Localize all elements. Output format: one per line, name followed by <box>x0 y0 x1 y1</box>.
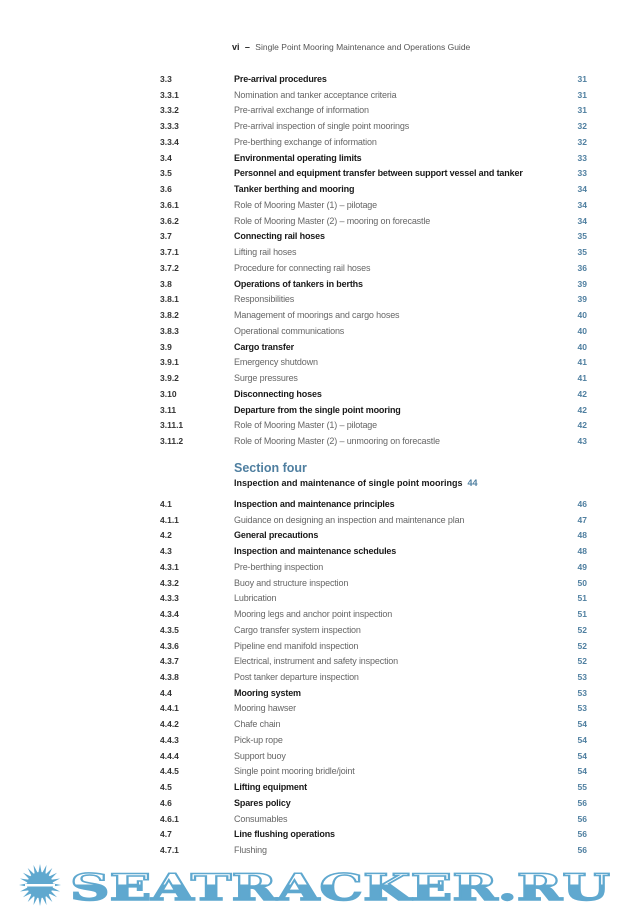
entry-title: Surge pressures <box>234 373 298 384</box>
entry-title: Electrical, instrument and safety inspection <box>234 656 398 667</box>
toc-entry[interactable] <box>0 214 641 229</box>
sun-ray <box>51 879 60 883</box>
entry-title: Role of Mooring Master (2) – mooring on forecastle <box>234 215 431 226</box>
entry-title: Role of Mooring Master (1) – pilotage <box>234 420 378 431</box>
sun-ray <box>46 868 53 876</box>
page-number: vi <box>232 42 240 52</box>
entry-number: 4.4.4 <box>160 750 179 761</box>
entry-number: 4.4.3 <box>160 734 179 745</box>
header-title: Single Point Mooring Maintenance and Operations Guide <box>255 42 471 52</box>
entry-number: 3.8 <box>160 278 172 289</box>
entry-title: Procedure for connecting rail hoses <box>234 262 371 273</box>
toc-entry[interactable] <box>0 701 641 716</box>
entry-page: 33 <box>577 152 587 163</box>
sun-ray <box>20 879 29 883</box>
toc-entry[interactable] <box>0 686 641 701</box>
entry-title: Flushing <box>234 845 267 856</box>
entry-title: Personnel and equipment transfer between support vessel and tanker <box>234 168 523 179</box>
toc-entry[interactable] <box>0 151 641 166</box>
entry-page: 36 <box>577 262 587 273</box>
entry-page: 31 <box>577 74 587 84</box>
toc-entry[interactable] <box>0 843 641 858</box>
sun-ray <box>20 887 29 891</box>
entry-page: 43 <box>577 436 587 447</box>
toc-entry[interactable] <box>0 591 641 606</box>
entry-title: Mooring system <box>234 687 301 698</box>
toc-entry[interactable] <box>0 434 641 449</box>
toc-entry[interactable] <box>0 198 641 213</box>
section-subtitle[interactable] <box>234 478 478 488</box>
toc-entry[interactable] <box>0 166 641 181</box>
entry-number: 4.1 <box>160 499 172 509</box>
entry-page: 55 <box>577 782 587 793</box>
entry-title: Pipeline end manifold inspection <box>234 640 359 651</box>
entry-title: Pre-arrival exchange of information <box>234 105 369 116</box>
toc-entry[interactable] <box>0 513 641 528</box>
sun-ray <box>38 897 41 906</box>
entry-number: 4.3.6 <box>160 640 179 651</box>
header-dash: – <box>244 42 250 52</box>
toc-entry[interactable] <box>0 403 641 418</box>
sun-ray <box>52 883 61 886</box>
entry-title: Pre-berthing inspection <box>234 561 324 572</box>
entry-number: 4.3.3 <box>160 593 179 604</box>
toc-entry[interactable] <box>0 639 641 654</box>
entry-page: 54 <box>577 719 587 730</box>
entry-title: Responsibilities <box>234 294 295 305</box>
entry-title: General precautions <box>234 530 319 541</box>
toc-entry[interactable] <box>0 371 641 386</box>
entry-title: Cargo transfer system inspection <box>234 624 361 635</box>
entry-page: 42 <box>577 388 587 399</box>
section-page: 44 <box>467 478 478 488</box>
entry-title: Pre-berthing exchange of information <box>234 136 377 147</box>
entry-page: 34 <box>577 184 587 195</box>
toc-entry[interactable] <box>0 749 641 764</box>
entry-number: 4.3.8 <box>160 672 179 683</box>
sun-ray <box>23 891 31 898</box>
entry-title: Lubrication <box>234 593 277 604</box>
running-header <box>232 42 470 52</box>
entry-title: Consumables <box>234 813 288 824</box>
toc-entry[interactable] <box>0 229 641 244</box>
entry-page: 54 <box>577 766 587 777</box>
toc-entry[interactable] <box>0 261 641 276</box>
entry-number: 3.9 <box>160 341 172 352</box>
toc-entry[interactable] <box>0 88 641 103</box>
entry-title: Mooring legs and anchor point inspection <box>234 609 393 620</box>
toc-entry[interactable] <box>0 827 641 842</box>
entry-number: 4.7.1 <box>160 845 179 856</box>
entry-page: 54 <box>577 734 587 745</box>
toc-entry[interactable] <box>0 182 641 197</box>
toc-entry[interactable] <box>0 418 641 433</box>
entry-title: Pre-arrival procedures <box>234 74 327 84</box>
entry-number: 3.9.2 <box>160 373 179 384</box>
entry-title: Line flushing operations <box>234 829 335 840</box>
entry-number: 3.7 <box>160 231 172 242</box>
sun-ray <box>38 864 41 873</box>
entry-title: Management of moorings and cargo hoses <box>234 310 400 321</box>
entry-title: Inspection and maintenance principles <box>234 499 395 509</box>
entry-title: Departure from the single point mooring <box>234 404 401 415</box>
entry-title: Chafe chain <box>234 719 281 730</box>
toc-entry[interactable] <box>0 72 641 87</box>
entry-page: 56 <box>577 797 587 808</box>
toc-entry[interactable] <box>0 623 641 638</box>
entry-number: 3.8.1 <box>160 294 179 305</box>
section-heading: Section four <box>234 461 307 475</box>
section-subtitle-text: Inspection and maintenance of single point moorings <box>234 478 463 488</box>
toc-entry[interactable] <box>0 103 641 118</box>
entry-page: 47 <box>577 514 587 525</box>
sun-ray <box>51 887 60 891</box>
entry-number: 4.3 <box>160 546 172 557</box>
toc-entry[interactable] <box>0 576 641 591</box>
entry-number: 3.11.1 <box>160 420 184 431</box>
entry-title: Cargo transfer <box>234 341 294 352</box>
entry-number: 4.3.4 <box>160 609 179 620</box>
entry-page: 53 <box>577 687 587 698</box>
entry-page: 51 <box>577 593 587 604</box>
entry-number: 3.6.1 <box>160 199 179 210</box>
toc-entry[interactable] <box>0 245 641 260</box>
toc-entry[interactable] <box>0 308 641 323</box>
toc-entry[interactable] <box>0 277 641 292</box>
entry-number: 3.3.3 <box>160 121 179 132</box>
entry-title: Role of Mooring Master (1) – pilotage <box>234 199 378 210</box>
entry-number: 4.6 <box>160 797 172 808</box>
entry-page: 35 <box>577 247 587 258</box>
toc-entry[interactable] <box>0 135 641 150</box>
entry-number: 4.3.7 <box>160 656 179 667</box>
entry-number: 3.5 <box>160 168 172 179</box>
entry-page: 40 <box>577 325 587 336</box>
entry-page: 33 <box>577 168 587 179</box>
toc-entry[interactable] <box>0 796 641 811</box>
entry-title: Connecting rail hoses <box>234 231 325 242</box>
entry-title: Pre-arrival inspection of single point moorings <box>234 121 410 132</box>
entry-page: 40 <box>577 341 587 352</box>
entry-number: 3.7.2 <box>160 262 179 273</box>
entry-title: Inspection and maintenance schedules <box>234 546 397 557</box>
entry-page: 42 <box>577 404 587 415</box>
entry-page: 41 <box>577 373 587 384</box>
toc-entry[interactable] <box>0 812 641 827</box>
entry-title: Post tanker departure inspection <box>234 672 359 683</box>
toc-entry[interactable] <box>0 780 641 795</box>
toc-entry[interactable] <box>0 387 641 402</box>
entry-title: Single point mooring bridle/joint <box>234 766 355 777</box>
entry-page: 52 <box>577 656 587 667</box>
entry-number: 4.4.5 <box>160 766 179 777</box>
watermark-text: SEATRACKER.RU <box>70 867 610 907</box>
entry-title: Lifting equipment <box>234 782 307 793</box>
entry-title: Tanker berthing and mooring <box>234 184 355 195</box>
toc-entry[interactable] <box>0 340 641 355</box>
toc-entry[interactable] <box>0 717 641 732</box>
entry-title: Spares policy <box>234 797 291 808</box>
entry-page: 52 <box>577 640 587 651</box>
entry-number: 4.4 <box>160 687 172 698</box>
entry-page: 51 <box>577 609 587 620</box>
sun-ray <box>34 896 38 905</box>
entry-number: 3.3.1 <box>160 89 179 100</box>
entry-page: 32 <box>577 121 587 132</box>
entry-page: 49 <box>577 561 587 572</box>
watermark <box>0 862 641 907</box>
sun-ray <box>19 883 28 886</box>
entry-page: 32 <box>577 136 587 147</box>
entry-number: 4.5 <box>160 782 172 793</box>
entry-page: 31 <box>577 89 587 100</box>
entry-page: 34 <box>577 215 587 226</box>
toc-entry[interactable] <box>0 119 641 134</box>
toc-entry[interactable] <box>0 764 641 779</box>
entry-number: 3.3.2 <box>160 105 179 116</box>
sun-ray <box>28 868 35 876</box>
entry-number: 4.2 <box>160 530 172 541</box>
sun-ray <box>28 894 35 902</box>
entry-number: 3.4 <box>160 152 172 163</box>
entry-number: 3.6 <box>160 184 172 195</box>
toc-entry[interactable] <box>0 355 641 370</box>
entry-title: Nomination and tanker acceptance criteria <box>234 89 397 100</box>
entry-title: Operations of tankers in berths <box>234 278 363 289</box>
toc-entry[interactable] <box>0 733 641 748</box>
entry-number: 4.1.1 <box>160 514 179 525</box>
entry-title: Buoy and structure inspection <box>234 577 349 588</box>
sun-ray <box>23 873 31 880</box>
entry-number: 3.3.4 <box>160 136 179 147</box>
entry-number: 3.6.2 <box>160 215 179 226</box>
entry-number: 4.3.2 <box>160 577 179 588</box>
entry-number: 3.7.1 <box>160 247 179 258</box>
entry-page: 40 <box>577 310 587 321</box>
toc-entry[interactable] <box>0 560 641 575</box>
entry-number: 3.11.2 <box>160 436 184 447</box>
entry-number: 4.6.1 <box>160 813 179 824</box>
entry-page: 35 <box>577 231 587 242</box>
entry-page: 56 <box>577 845 587 856</box>
entry-number: 3.3 <box>160 74 172 84</box>
entry-number: 3.8.3 <box>160 325 179 336</box>
entry-title: Emergency shutdown <box>234 357 318 368</box>
entry-page: 48 <box>577 530 587 541</box>
entry-page: 52 <box>577 624 587 635</box>
entry-number: 4.3.5 <box>160 624 179 635</box>
entry-title: Operational communications <box>234 325 345 336</box>
toc-entry[interactable] <box>0 497 641 512</box>
toc-entry[interactable] <box>0 292 641 307</box>
toc-entry[interactable] <box>0 670 641 685</box>
entry-page: 34 <box>577 199 587 210</box>
entry-number: 4.4.1 <box>160 703 179 714</box>
entry-page: 42 <box>577 420 587 431</box>
entry-page: 39 <box>577 278 587 289</box>
entry-number: 3.10 <box>160 388 177 399</box>
entry-number: 4.3.1 <box>160 561 179 572</box>
entry-page: 53 <box>577 672 587 683</box>
sun-ray <box>34 865 38 874</box>
entry-title: Pick-up rope <box>234 734 283 745</box>
toc-entry[interactable] <box>0 654 641 669</box>
toc-entry[interactable] <box>0 544 641 559</box>
sun-ray <box>49 891 57 898</box>
sun-ray <box>49 873 57 880</box>
entry-title: Guidance on designing an inspection and maintenance plan <box>234 514 465 525</box>
entry-number: 4.7 <box>160 829 172 840</box>
entry-title: Role of Mooring Master (2) – unmooring on forecastle <box>234 436 440 447</box>
entry-title: Support buoy <box>234 750 286 761</box>
entry-number: 3.8.2 <box>160 310 179 321</box>
toc-entry[interactable] <box>0 607 641 622</box>
sun-ray <box>42 865 46 874</box>
sun-ray <box>42 896 46 905</box>
entry-page: 56 <box>577 813 587 824</box>
entry-page: 46 <box>577 499 587 509</box>
entry-page: 39 <box>577 294 587 305</box>
entry-page: 41 <box>577 357 587 368</box>
sun-ray <box>46 894 53 902</box>
entry-title: Lifting rail hoses <box>234 247 297 258</box>
toc-entry[interactable] <box>0 324 641 339</box>
sun-logo-icon <box>19 864 61 906</box>
entry-page: 50 <box>577 577 587 588</box>
toc-entry[interactable] <box>0 528 641 543</box>
entry-number: 4.4.2 <box>160 719 179 730</box>
entry-title: Disconnecting hoses <box>234 388 322 399</box>
entry-page: 56 <box>577 829 587 840</box>
entry-title: Mooring hawser <box>234 703 296 714</box>
entry-title: Environmental operating limits <box>234 152 362 163</box>
entry-number: 3.9.1 <box>160 357 179 368</box>
entry-number: 3.11 <box>160 404 177 415</box>
entry-page: 54 <box>577 750 587 761</box>
entry-page: 48 <box>577 546 587 557</box>
entry-page: 31 <box>577 105 587 116</box>
entry-page: 53 <box>577 703 587 714</box>
